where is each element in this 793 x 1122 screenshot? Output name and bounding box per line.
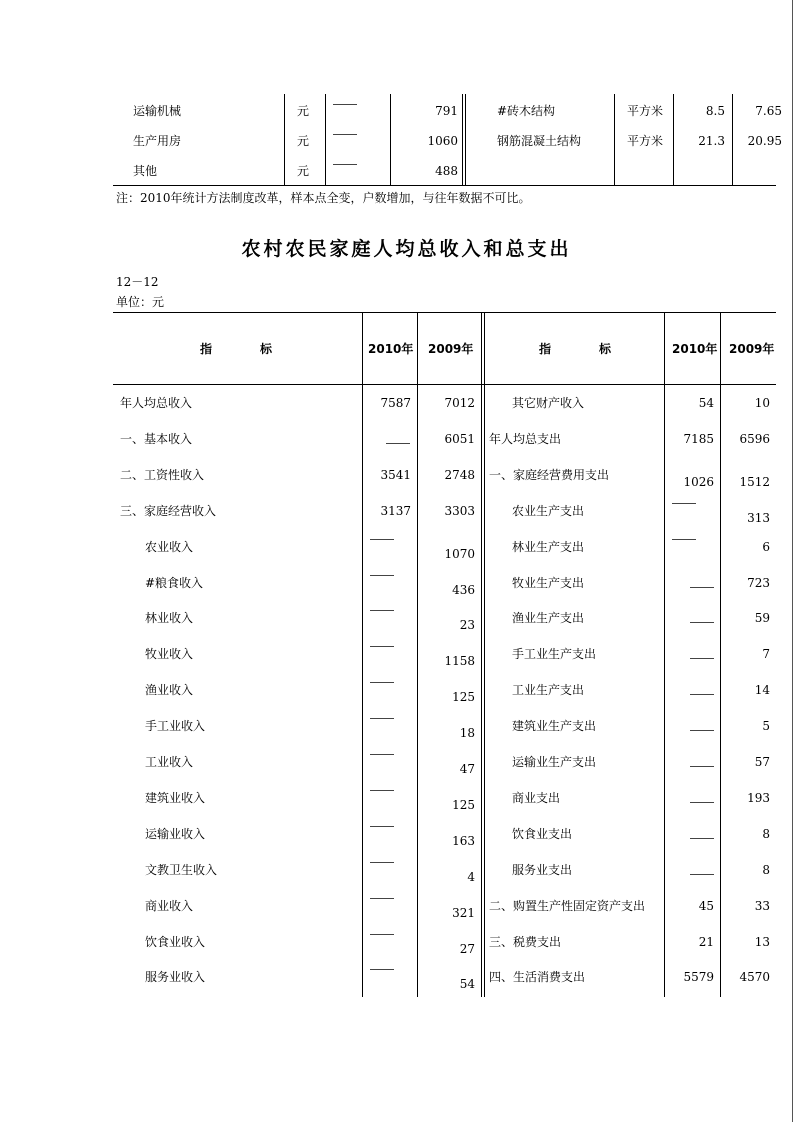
expense-row-2010: 54	[698, 396, 714, 410]
header-2010: 2010年	[672, 342, 718, 356]
expense-row-2009: 4570	[739, 970, 770, 984]
income-row-2010: 3541	[380, 468, 411, 482]
expense-row-label: 服务业支出	[512, 863, 573, 877]
empty-dash	[672, 539, 696, 540]
income-row-label: 二、工资性收入	[120, 468, 205, 482]
income-row-label: 工业收入	[145, 755, 194, 769]
expense-row-2009: 7	[762, 647, 770, 661]
income-row-2009: 321	[452, 906, 475, 920]
income-row-2009: 18	[459, 726, 475, 740]
divider	[465, 94, 466, 185]
expense-row-label: 商业支出	[512, 791, 561, 805]
income-row-label: 商业收入	[145, 899, 194, 913]
header-2009: 2009年	[428, 342, 474, 356]
expense-row-label: 建筑业生产支出	[512, 719, 597, 733]
header-indicator: 指 标	[539, 342, 612, 356]
top-row-right-unit: 平方米	[627, 134, 664, 148]
income-row-label: 手工业收入	[145, 719, 206, 733]
divider	[664, 312, 665, 997]
income-row-2009: 27	[459, 942, 475, 956]
top-row-right-label: #砖木结构	[497, 104, 556, 118]
divider	[284, 94, 285, 185]
top-row-label: 生产用房	[133, 134, 182, 148]
empty-dash	[690, 730, 714, 731]
expense-row-2010: 5579	[683, 970, 714, 984]
income-row-2010: 7587	[380, 396, 411, 410]
top-row-right-label: 钢筋混凝土结构	[497, 134, 582, 148]
expense-row-2009: 14	[754, 683, 770, 697]
empty-dash	[690, 587, 714, 588]
expense-row-label: 一、家庭经营费用支出	[489, 468, 610, 482]
empty-dash	[370, 610, 394, 611]
income-row-label: 林业收入	[145, 611, 194, 625]
expense-row-label: 四、生活消费支出	[489, 970, 586, 984]
income-row-label: 渔业收入	[145, 683, 194, 697]
expense-row-2009: 8	[762, 863, 770, 877]
income-row-label: 饮食业收入	[145, 935, 206, 949]
income-row-label: 三、家庭经营收入	[120, 504, 217, 518]
top-row-value: 791	[435, 104, 458, 118]
expense-row-label: 运输业生产支出	[512, 755, 597, 769]
top-row-2009: 7.65	[755, 104, 782, 118]
expense-row-label: 二、购置生产性固定资产支出	[489, 899, 646, 913]
empty-dash	[690, 694, 714, 695]
expense-row-2009: 8	[762, 827, 770, 841]
income-row-2009: 4	[467, 870, 475, 884]
income-row-label: #粮食收入	[145, 576, 204, 590]
expense-row-2009: 723	[747, 576, 770, 590]
empty-dash	[370, 646, 394, 647]
expense-row-2009: 6596	[739, 432, 770, 446]
expense-row-2010: 21	[698, 935, 714, 949]
empty-dash	[333, 164, 357, 165]
unit-label: 单位：元	[116, 295, 165, 309]
top-row-2009: 20.95	[747, 134, 782, 148]
expense-row-label: 饮食业支出	[512, 827, 573, 841]
income-row-2009: 23	[459, 618, 475, 632]
empty-dash	[370, 718, 394, 719]
expense-row-label: 林业生产支出	[512, 540, 585, 554]
top-row-label: 运输机械	[133, 104, 182, 118]
income-row-2009: 7012	[444, 396, 475, 410]
expense-row-2010: 7185	[683, 432, 714, 446]
empty-dash	[690, 766, 714, 767]
expense-row-2009: 193	[747, 791, 770, 805]
top-row-2010: 21.3	[698, 134, 725, 148]
header-rule	[113, 384, 776, 385]
table-top-rule	[113, 312, 776, 313]
expense-row-label: 手工业生产支出	[512, 647, 597, 661]
divider	[484, 312, 485, 997]
empty-dash	[370, 934, 394, 935]
empty-dash	[690, 622, 714, 623]
empty-dash	[370, 754, 394, 755]
income-row-2009: 1070	[444, 547, 475, 561]
divider	[325, 94, 326, 185]
empty-dash	[370, 969, 394, 970]
divider	[614, 94, 615, 185]
expense-row-2009: 59	[754, 611, 770, 625]
table-note: 注：2010年统计方法制度改革，样本点全变，户数增加，与往年数据不可比。	[116, 191, 531, 205]
empty-dash	[672, 503, 696, 504]
top-row-unit: 元	[297, 104, 310, 118]
empty-dash	[370, 826, 394, 827]
income-row-label: 一、基本收入	[120, 432, 193, 446]
top-row-value: 488	[435, 164, 458, 178]
table-bottom-rule	[113, 185, 776, 186]
empty-dash	[690, 874, 714, 875]
income-row-2010: 3137	[380, 504, 411, 518]
empty-dash	[690, 838, 714, 839]
income-row-label: 建筑业收入	[145, 791, 206, 805]
table-number: 12－12	[116, 275, 159, 289]
empty-dash	[690, 658, 714, 659]
expense-row-2009: 10	[754, 396, 770, 410]
income-row-2009: 47	[459, 762, 475, 776]
expense-row-label: 工业生产支出	[512, 683, 585, 697]
empty-dash	[333, 104, 357, 105]
expense-row-2009: 1512	[739, 475, 770, 489]
empty-dash	[370, 682, 394, 683]
expense-row-2009: 57	[754, 755, 770, 769]
empty-dash	[386, 443, 410, 444]
empty-dash	[370, 862, 394, 863]
empty-dash	[370, 790, 394, 791]
expense-row-label: 三、税费支出	[489, 935, 562, 949]
empty-dash	[370, 539, 394, 540]
income-row-2009: 163	[452, 834, 475, 848]
top-row-right-unit: 平方米	[627, 104, 664, 118]
top-row-2010: 8.5	[705, 104, 725, 118]
expense-row-2009: 33	[754, 899, 770, 913]
expense-row-2010: 45	[698, 899, 714, 913]
empty-dash	[370, 898, 394, 899]
income-row-2009: 1158	[444, 654, 475, 668]
expense-row-label: 渔业生产支出	[512, 611, 585, 625]
empty-dash	[690, 802, 714, 803]
expense-row-label: 农业生产支出	[512, 504, 585, 518]
top-row-value: 1060	[427, 134, 458, 148]
income-row-label: 运输业收入	[145, 827, 206, 841]
expense-row-2009: 5	[762, 719, 770, 733]
expense-row-2009: 313	[747, 511, 770, 525]
income-row-label: 服务业收入	[145, 970, 206, 984]
expense-row-label: 年人均总支出	[489, 432, 562, 446]
expense-row-label: 其它财产收入	[512, 396, 585, 410]
income-row-label: 年人均总收入	[120, 396, 193, 410]
income-row-2009: 3303	[444, 504, 475, 518]
header-2009: 2009年	[729, 342, 775, 356]
income-row-2009: 2748	[444, 468, 475, 482]
expense-row-2009: 13	[754, 935, 770, 949]
divider	[481, 312, 482, 997]
income-row-label: 文教卫生收入	[145, 863, 218, 877]
income-row-2009: 125	[452, 690, 475, 704]
page-title: 农村农民家庭人均总收入和总支出	[241, 238, 572, 260]
income-row-label: 牧业收入	[145, 647, 194, 661]
income-row-2009: 54	[459, 977, 475, 991]
top-row-label: 其他	[133, 164, 158, 178]
divider	[362, 312, 363, 997]
divider	[462, 94, 463, 185]
expense-row-label: 牧业生产支出	[512, 576, 585, 590]
header-indicator: 指 标	[200, 342, 273, 356]
top-row-unit: 元	[297, 164, 310, 178]
income-row-2009: 436	[452, 583, 475, 597]
header-2010: 2010年	[368, 342, 414, 356]
expense-row-2009: 6	[762, 540, 770, 554]
expense-row-2010: 1026	[683, 475, 714, 489]
top-row-unit: 元	[297, 134, 310, 148]
empty-dash	[333, 134, 357, 135]
income-row-label: 农业收入	[145, 540, 194, 554]
income-row-2009: 125	[452, 798, 475, 812]
empty-dash	[370, 575, 394, 576]
income-row-2009: 6051	[444, 432, 475, 446]
